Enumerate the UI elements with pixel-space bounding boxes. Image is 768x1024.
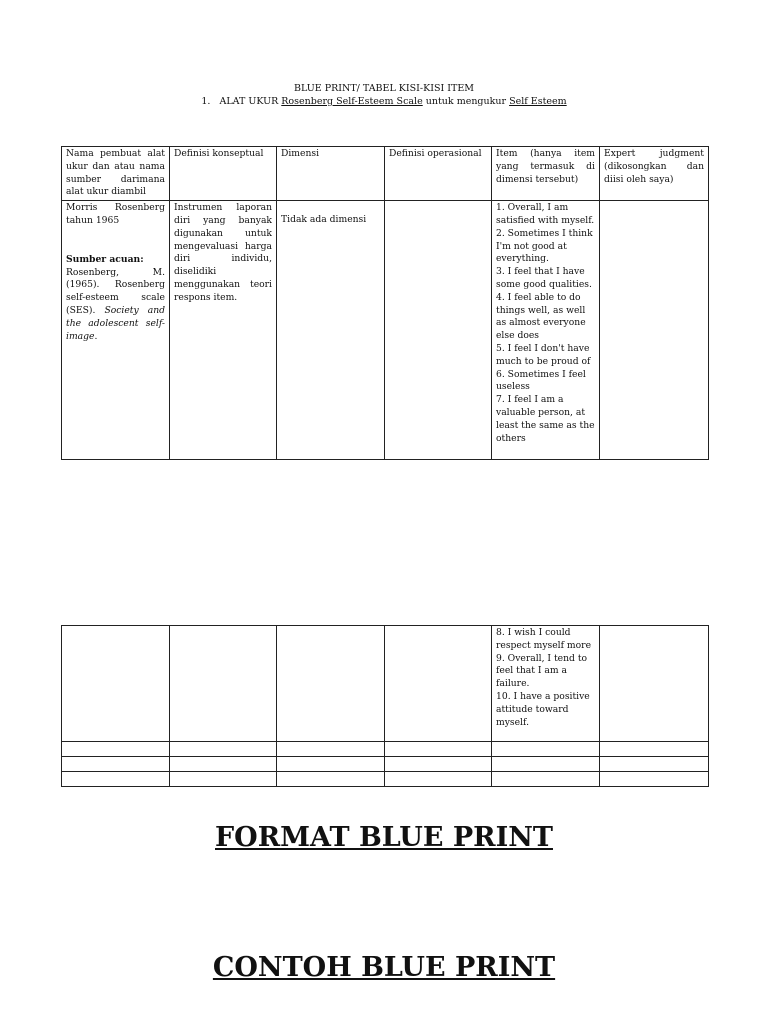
table-row (62, 201, 709, 460)
table-row (62, 626, 709, 742)
source-label: Sumber acuan: (66, 253, 144, 265)
header-number: 1. (201, 96, 211, 107)
items-cell-continued (492, 626, 600, 742)
expert-cell (600, 201, 709, 460)
header-line-1 (0, 83, 768, 94)
list-item: 8. I wish I could respect myself more (496, 627, 592, 651)
blueprint-table-page-1 (61, 146, 709, 460)
author-cell (62, 201, 170, 460)
list-item: 6. Sometimes I feel useless (496, 368, 586, 393)
list-item: 10. I have a positive attitude toward myself. (496, 690, 590, 728)
column-header-dimension: Dimensi (277, 147, 385, 201)
list-item: 2. Sometimes I think I'm not good at everything. (496, 227, 593, 265)
empty-cell (62, 626, 170, 742)
dimension-text: Tidak ada dimensi (281, 214, 367, 226)
column-header-author: Nama pembuat alat ukur dan atau nama sumber darimana alat ukur diambil (62, 147, 170, 201)
column-header-definition: Definisi konseptual (170, 147, 277, 201)
column-header-items: Item (hanya item yang termasuk di dimensi tersebut) (492, 147, 600, 201)
dimension-cell (277, 201, 385, 460)
contoh-title: CONTOH BLUE PRINT (212, 952, 556, 983)
blueprint-table-page-2 (61, 625, 709, 787)
source-reference (66, 267, 165, 344)
items-cell (492, 201, 600, 460)
source-ref-text: Rosenberg, M. (1965). Rosenberg self-esteem scale (SES). (66, 266, 165, 316)
empty-row (62, 772, 709, 787)
list-item: 1. Overall, I am satisfied with myself. (496, 202, 595, 226)
column-header-expert: Expert judgment (dikosongkan dan diisi oleh saya) (600, 147, 709, 201)
empty-cell (385, 626, 492, 742)
header-line-2 (0, 96, 768, 107)
empty-row (62, 757, 709, 772)
header-tool-name: Rosenberg Self-Esteem Scale (281, 96, 423, 107)
list-item: 3. I feel that I have some good qualities. (496, 266, 592, 290)
definition-cell: Instrumen laporan diri yang banyak digunakan untuk mengevaluasi harga diri individu, diselidiki menggunakan teori respons item. (170, 201, 277, 460)
table-header-row (62, 147, 709, 201)
header-prefix: ALAT UKUR (219, 96, 282, 107)
author-text: Morris Rosenberg tahun 1965 (66, 202, 165, 226)
source-title: Society and the adolescent self-image (66, 304, 165, 342)
list-item: 7. I feel I am a valuable person, at least the same as the others (496, 394, 595, 444)
operational-cell (385, 201, 492, 460)
empty-cell (170, 626, 277, 742)
header-middle: untuk mengukur (422, 96, 510, 107)
list-item: 5. I feel I don't have much to be proud of (496, 342, 591, 367)
column-header-operational: Definisi operasional (385, 147, 492, 201)
source-end: . (94, 330, 98, 342)
header-title: BLUE PRINT/ TABEL KISI-KISI ITEM (293, 83, 475, 94)
header-construct: Self Esteem (509, 96, 567, 107)
empty-cell (600, 626, 709, 742)
list-item: 9. Overall, I tend to feel that I am a failure. (496, 652, 588, 690)
empty-row (62, 742, 709, 757)
format-title: FORMAT BLUE PRINT (215, 822, 553, 853)
empty-cell (277, 626, 385, 742)
list-item: 4. I feel able to do things well, as well as almost everyone else does (496, 291, 586, 342)
